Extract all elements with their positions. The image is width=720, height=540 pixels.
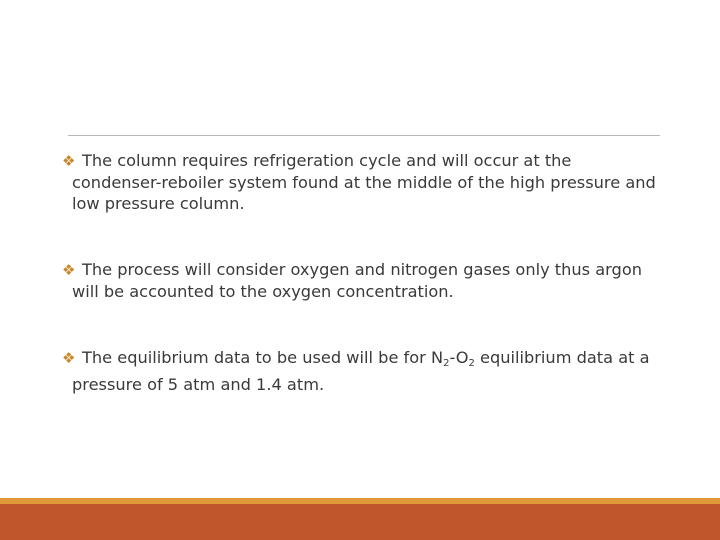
bullet-item — [62, 150, 660, 214]
bullet-list — [62, 150, 660, 440]
bullet-text-after: equilibrium data at a pressure of 5 atm and 1.4 atm. — [72, 348, 650, 394]
bullet-text-middle: -O — [449, 348, 469, 367]
footer-bar — [0, 504, 720, 540]
subscript-2: 2 — [443, 358, 450, 369]
diamond-check-bullet-icon: ❖ — [62, 152, 76, 170]
diamond-check-bullet-icon: ❖ — [62, 349, 76, 367]
title-divider — [68, 135, 660, 136]
bullet-text: The process will consider oxygen and nitrogen gases only thus argon will be accounted to the oxygen concentration. — [72, 260, 642, 301]
diamond-check-bullet-icon: ❖ — [62, 261, 76, 279]
bullet-text — [72, 348, 650, 394]
bullet-item — [62, 347, 660, 395]
subscript-2: 2 — [468, 358, 475, 369]
bullet-item — [62, 259, 660, 302]
bullet-text: The column requires refrigeration cycle and will occur at the condenser-reboiler system found at the middle of the high pressure and low pressure column. — [72, 151, 656, 213]
bullet-text-before: The equilibrium data to be used will be for N — [82, 348, 444, 367]
